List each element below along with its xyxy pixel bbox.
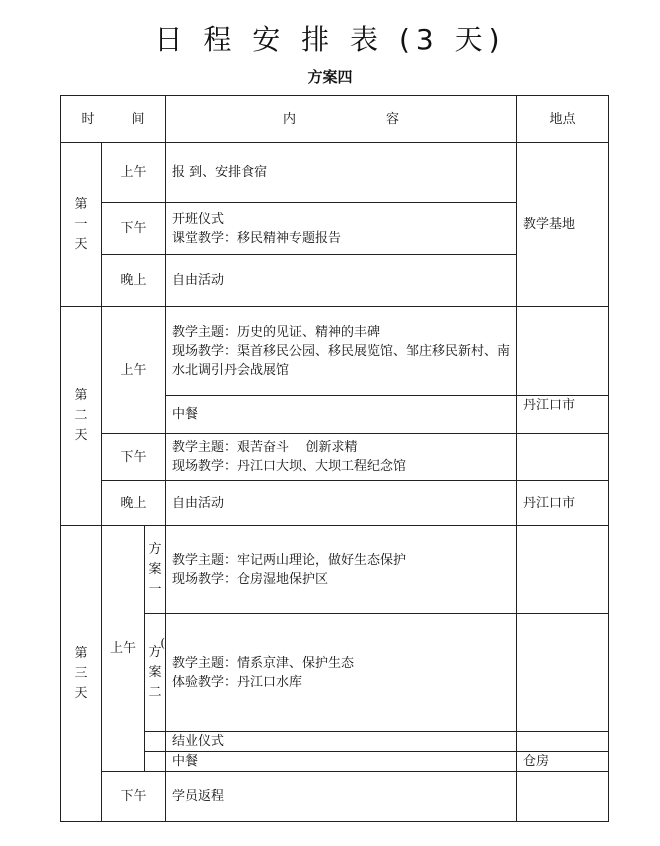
page-title: 日 程 安 排 表 (3 天) <box>154 23 506 56</box>
day3-closing-place <box>517 732 609 752</box>
day2-evening-period: 晚上 <box>102 481 166 526</box>
day3-closing-spacer <box>145 732 166 752</box>
day2-lunch: 中餐 <box>166 396 517 434</box>
day3-afternoon-place <box>517 772 609 822</box>
header-content: 内 容 <box>166 96 517 143</box>
day2-afternoon-period: 下午 <box>102 434 166 481</box>
day2-morning-period: 上午 <box>102 307 166 434</box>
schedule-table <box>60 95 609 822</box>
day3-lunch-spacer <box>145 752 166 772</box>
day3-plan1-place <box>517 526 609 614</box>
day1-afternoon-content: 开班仪式 课堂教学：移民精神专题报告 <box>166 203 517 255</box>
day3-closing: 结业仪式 <box>166 732 517 752</box>
day1-evening-content: 自由活动 <box>166 255 517 307</box>
plan-subtitle: 方案四 <box>307 68 353 86</box>
header-time: 时 间 <box>61 96 166 143</box>
day3-plan2-label: ( 方案二 <box>145 614 166 732</box>
day2-lunch-place: 丹江口市 <box>517 396 609 434</box>
day3-plan2-place <box>517 614 609 732</box>
day1-evening-period: 晚上 <box>102 255 166 307</box>
day1-morning-content: 报 到、安排食宿 <box>166 143 517 203</box>
day1-morning-period: 上午 <box>102 143 166 203</box>
day2-evening-content: 自由活动 <box>166 481 517 526</box>
day3-morning-period: 上午 <box>102 526 145 772</box>
day3-afternoon-content: 学员返程 <box>166 772 517 822</box>
day3-plan1-label: 方案一 <box>145 526 166 614</box>
day2-label: 第二天 <box>61 307 102 526</box>
day3-lunch: 中餐 <box>166 752 517 772</box>
day1-place: 教学基地 <box>517 143 609 307</box>
day2-evening-place: 丹江口市 <box>517 481 609 526</box>
day2-morning-content: 教学主题：历史的见证、精神的丰碑 现场教学：渠首移民公园、移民展览馆、邹庄移民新村、南水北调引丹会战展馆 <box>166 307 517 396</box>
day2-afternoon-content: 教学主题：艰苦奋斗 创新求精 现场教学：丹江口大坝、大坝工程纪念馆 <box>166 434 517 481</box>
header-place: 地点 <box>517 96 609 143</box>
day1-label: 第一天 <box>61 143 102 307</box>
day3-plan2-content: 教学主题：情系京津、保护生态 体验教学：丹江口水库 <box>166 614 517 732</box>
day2-morning-place <box>517 307 609 396</box>
day1-afternoon-period: 下午 <box>102 203 166 255</box>
day3-plan2-mark: ( <box>160 636 166 650</box>
day2-afternoon-place <box>517 434 609 481</box>
day3-lunch-place: 仓房 <box>517 752 609 772</box>
day3-label: 第三天 <box>61 526 102 822</box>
day3-afternoon-period: 下午 <box>102 772 166 822</box>
day3-plan1-content: 教学主题：牢记两山理论，做好生态保护 现场教学：仓房湿地保护区 <box>166 526 517 614</box>
